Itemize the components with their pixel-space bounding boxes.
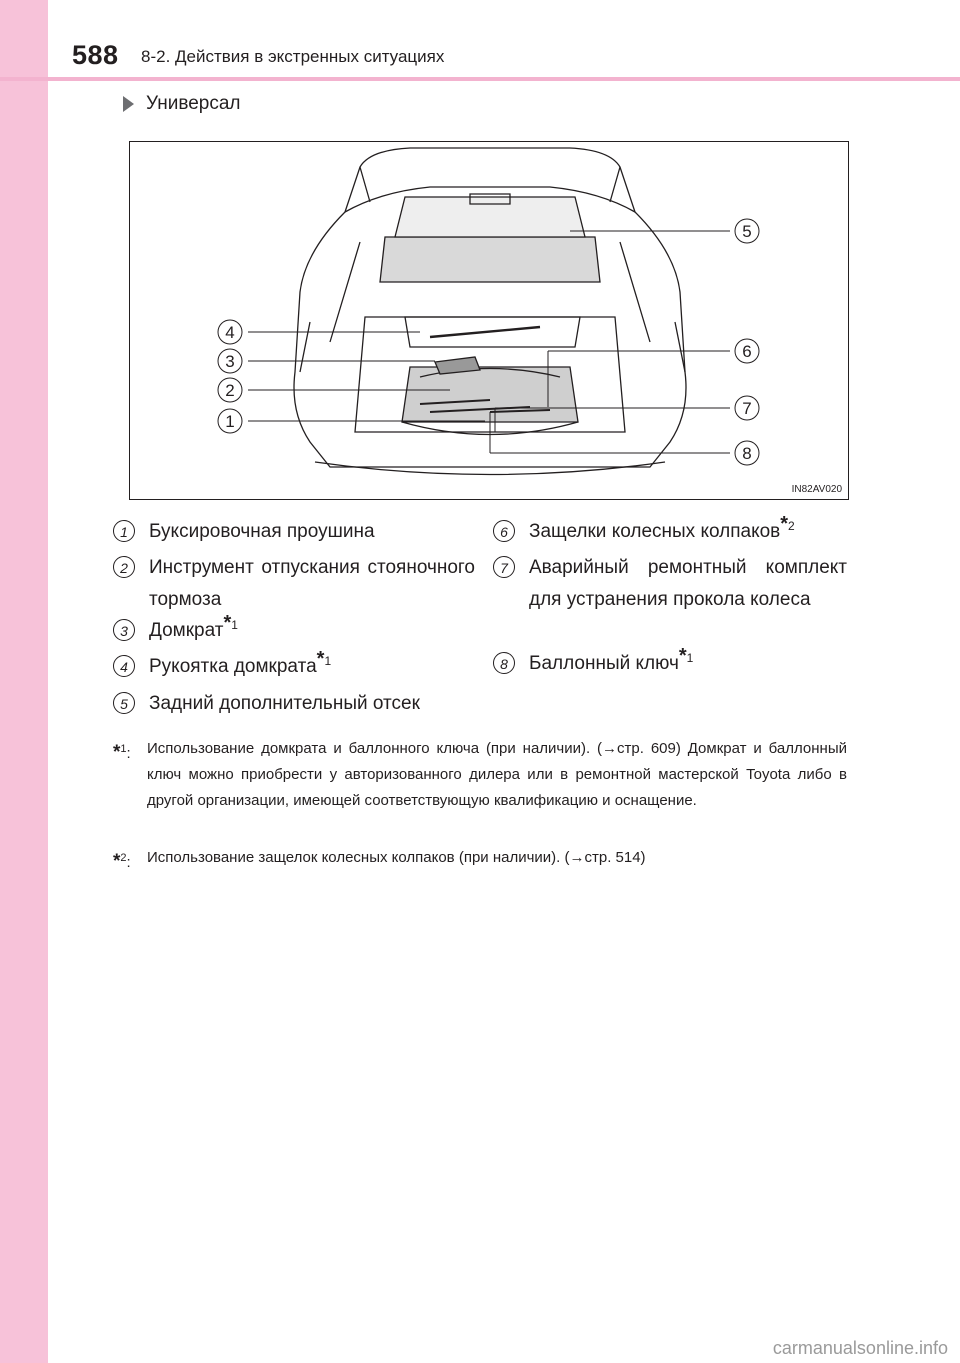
item-number-badge: 4 (113, 655, 135, 677)
item-number-badge: 2 (113, 556, 135, 578)
svg-text:5: 5 (742, 222, 752, 241)
svg-text:1: 1 (225, 412, 235, 431)
item-number-badge: 5 (113, 692, 135, 714)
callout-4 (218, 320, 242, 344)
item-number-badge: 8 (493, 652, 515, 674)
legend-item-label: Защелки колесных колпаков (529, 521, 781, 542)
header-rule (0, 77, 960, 81)
chapter-title: 8-2. Действия в экстренных ситуациях (141, 47, 445, 66)
legend-item-label: Рукоятка домкрата (149, 656, 317, 677)
callout-7 (735, 396, 759, 420)
legend-item-text: Аварийный ремонтный комплект для устранения прокола колеса (529, 557, 847, 610)
callout-1 (218, 409, 242, 433)
footnote-mark: *$^1$: (113, 742, 131, 763)
legend-item-label: Баллонный ключ (529, 653, 679, 674)
legend-item-text: Домкрат$^{*1}$ (149, 611, 238, 641)
trunk-illustration (129, 141, 849, 500)
footnote-ref: 1 (231, 617, 238, 632)
footnote-1 (113, 736, 847, 814)
callout-8 (735, 441, 759, 465)
item-number-badge: 1 (113, 520, 135, 542)
legend-item-text: Рукоятка домкрата$^{*1}$ (149, 647, 332, 677)
legend-item (113, 516, 475, 548)
legend-item-text: Буксировочная проушина (149, 521, 375, 542)
legend-item (113, 688, 475, 720)
svg-text:3: 3 (225, 352, 235, 371)
footnote-text: Использование защелок колесных колпаков (при наличии). (→стр. 514) (147, 849, 646, 866)
svg-text:8: 8 (742, 444, 752, 463)
legend-item (113, 611, 475, 647)
footnote-2 (113, 845, 847, 871)
item-number-badge: 3 (113, 619, 135, 641)
legend-item (493, 644, 847, 680)
legend-item (113, 552, 475, 616)
legend-item-text: Задний дополнительный отсек (149, 693, 420, 714)
legend-item-text: Баллонный ключ$^{*1}$ (529, 644, 694, 674)
svg-text:6: 6 (742, 342, 752, 361)
watermark: carmanualsonline.info (772, 1338, 948, 1358)
callout-6 (735, 339, 759, 363)
section-heading (123, 93, 241, 115)
page-number: 588 (72, 40, 119, 70)
figure-code: IN82AV020 (791, 484, 842, 495)
section-title: Универсал (146, 93, 241, 114)
callout-2 (218, 378, 242, 402)
triangle-bullet-icon (123, 96, 134, 112)
item-number-badge: 6 (493, 520, 515, 542)
svg-text:7: 7 (742, 399, 752, 418)
callout-3 (218, 349, 242, 373)
footnote-ref: 1 (324, 653, 332, 668)
footnote-text: Использование домкрата и баллонного ключа (при наличии). (→стр. 609) Домкрат и баллонный ключ можно приобрести у авторизованного дилера или в ремонтной мастерской Toyota либо в другой организации, имеющей соответствующую квалификацию и оснащение. (147, 740, 847, 809)
footnote-ref: 1 (686, 650, 694, 665)
legend-item-text: Защелки колесных колпаков$^{*2}$ (529, 512, 795, 542)
footnote-ref: 2 (788, 518, 795, 533)
callout-5 (735, 219, 759, 243)
legend-item (493, 552, 847, 616)
footnote-mark: *$^2$: (113, 851, 131, 872)
item-number-badge: 7 (493, 556, 515, 578)
legend-item (493, 512, 847, 548)
legend-item-text: Инструмент отпускания стояночного тормоза (149, 557, 475, 610)
legend-item (113, 647, 475, 683)
svg-text:4: 4 (225, 323, 235, 342)
pink-sidebar (0, 0, 48, 1363)
legend-item-label: Домкрат (149, 620, 224, 641)
car-trunk-drawing (130, 142, 848, 499)
svg-text:2: 2 (225, 381, 235, 400)
